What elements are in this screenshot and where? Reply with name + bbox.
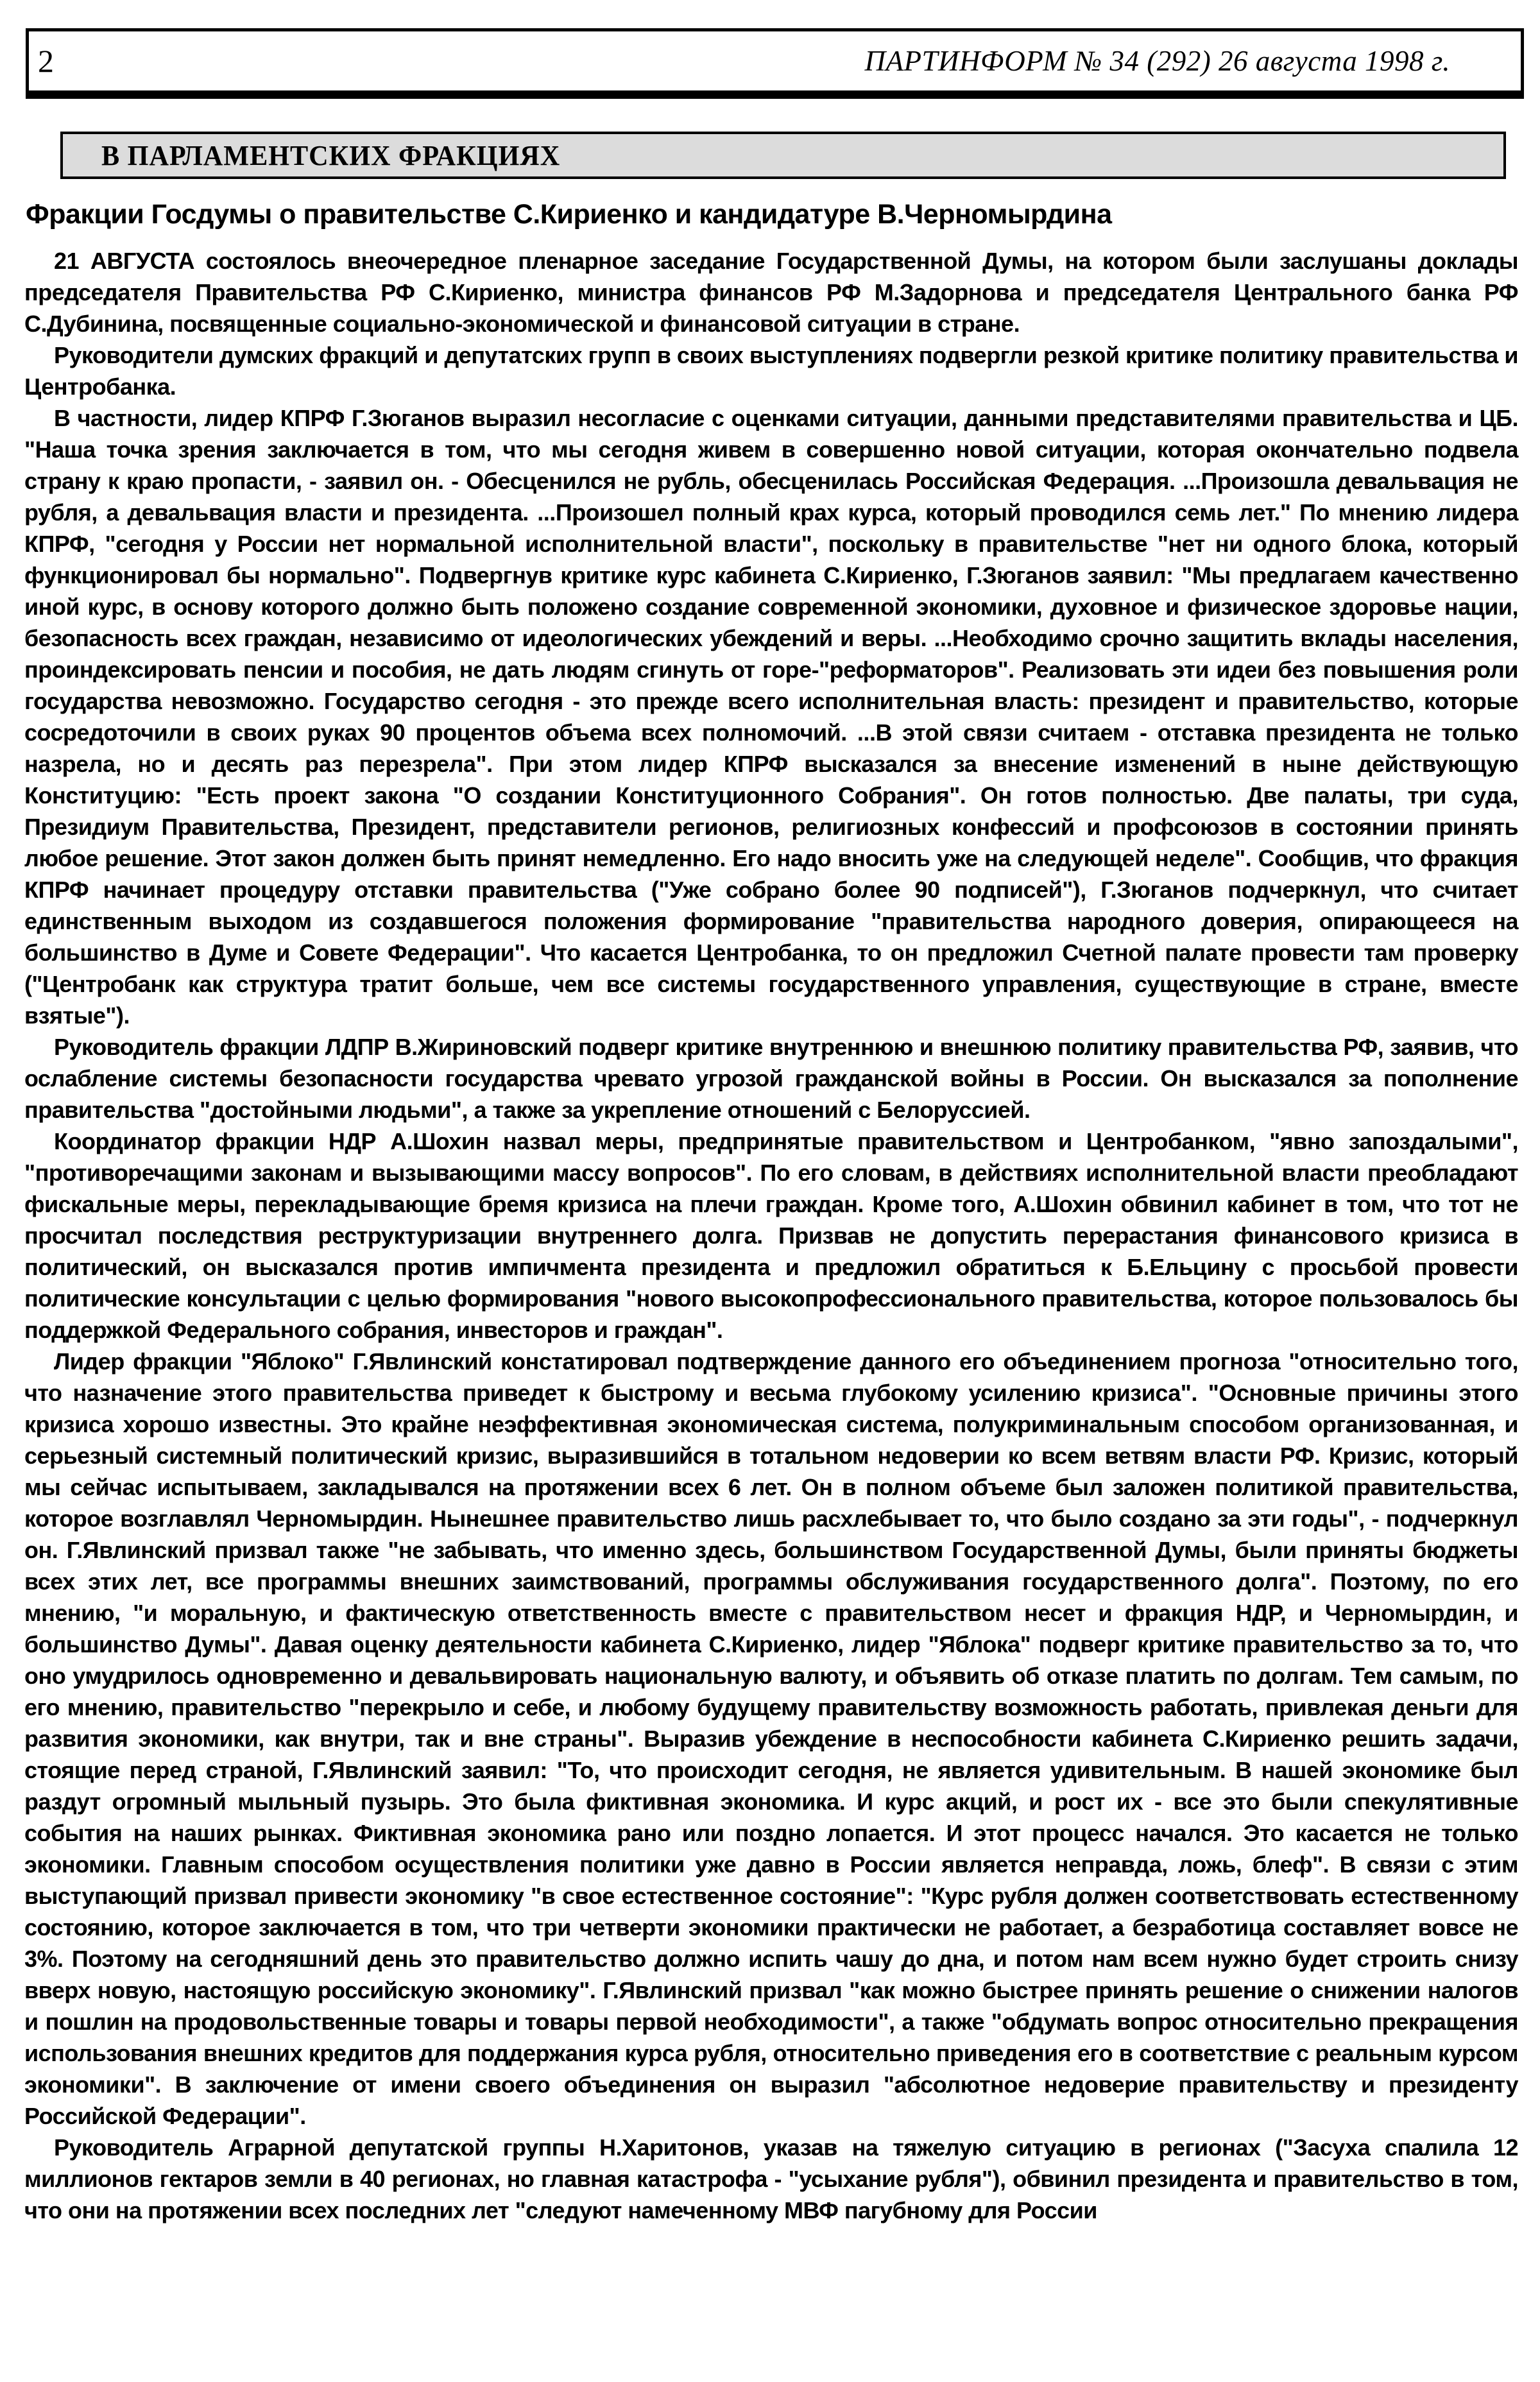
article-body: [24, 245, 1518, 2226]
page-number: 2: [38, 43, 54, 79]
paragraph: В частности, лидер КПРФ Г.Зюганов выразил несогласие с оценками ситуации, данными представителями правительства и ЦБ. "Наша точка зрения заключается в том, что мы сегодня живем в совершенно новой ситуации, которая окончательно подвела страну к краю пропасти, - заявил он. - Обесценился не рубль, обесценилась Российская Федерация. ...Произошла девальвация не рубля, а девальвация власти и президента. ...Произошел полный крах курса, который проводился семь лет." По мнению лидера КПРФ, "сегодня у России нет нормальной исполнительной власти", поскольку в правительстве "нет ни одного блока, который функционировал бы нормально". Подвергнув критике курс кабинета С.Кириенко, Г.Зюганов заявил: "Мы предлагаем качественно иной курс, в основу которого должно быть положено создание современной экономики, духовное и физическое здоровье нации, безопасность всех граждан, независимо от идеологических убеждений и веры. ...Необходимо срочно защитить вклады населения, проиндексировать пенсии и пособия, не дать людям сгинуть от горе-"реформаторов". Реализовать эти идеи без повышения роли государства невозможно. Государство сегодня - это прежде всего исполнительная власть: президент и правительство, которые сосредоточили в своих руках 90 процентов объема всех полномочий. ...В этой связи считаем - отставка президента не только назрела, но и десять раз перезрела". При этом лидер КПРФ высказался за внесение изменений в ныне действующую Конституцию: "Есть проект закона "О создании Конституционного Собрания". Он готов полностью. Две палаты, три суда, Президиум Правительства, Президент, представители регионов, религиозных конфессий и профсоюзов в состоянии принять любое решение. Этот закон должен быть принят немедленно. Его надо вносить уже на следующей неделе". Сообщив, что фракция КПРФ начинает процедуру отставки правительства ("Уже собрано более 90 подписей"), Г.Зюганов подчеркнул, что считает единственным выходом из создавшегося положения формирование "правительства народного доверия, опирающееся на большинство в Думе и Совете Федерации". Что касается Центробанка, то он предложил Счетной палате провести там проверку ("Центробанк как структура тратит больше, чем все системы государственного управления, существующие в стране, вместе взятые").: [24, 405, 1518, 1029]
page-header: [26, 28, 1524, 99]
article-title: Фракции Госдумы о правительстве С.Кириенко и кандидатуре В.Черномырдина: [26, 199, 1112, 230]
paragraph: Руководитель Аграрной депутатской группы Н.Харитонов, указав на тяжелую ситуацию в регионах ("Засуха спалила 12 миллионов гектаров земли в 40 регионах, но главная катастрофа - "усыхание рубля"), обвинил президента и правительство в том, что они на протяжении всех последних лет "следуют намеченному МВФ пагубному для России: [24, 2134, 1518, 2223]
paragraph: Руководитель фракции ЛДПР В.Жириновский подверг критике внутреннюю и внешнюю политику правительства РФ, заявив, что ослабление системы безопасности государства чревато угрозой гражданской войны в России. Он высказался за пополнение правительства "достойными людьми", а также за укрепление отношений с Белоруссией.: [24, 1034, 1518, 1123]
paragraph: Лидер фракции "Яблоко" Г.Явлинский констатировал подтверждение данного его объединением прогноза "относительно того, что назначение этого правительства приведет к быстрому и весьма глубокому усилению кризиса". "Основные причины этого кризиса хорошо известны. Это крайне неэффективная экономическая система, полукриминальным способом организованная, и серьезный системный политический кризис, выразившийся в тотальном недоверии ко всем ветвям власти РФ. Кризис, который мы сейчас испытываем, закладывался на протяжении всех 6 лет. Он в полном объеме был заложен политикой правительства, которое возглавлял Черномырдин. Нынешнее правительство лишь расхлебывает то, что было создано за эти годы", - подчеркнул он. Г.Явлинский призвал также "не забывать, что именно здесь, большинством Государственной Думы, были приняты бюджеты всех этих лет, все программы внешних заимствований, программы обслуживания государственного долга". Поэтому, по его мнению, "и моральную, и фактическую ответственность вместе с правительством несет и фракция НДР, и Черномырдин, и большинство Думы". Давая оценку деятельности кабинета С.Кириенко, лидер "Яблока" подверг критике правительство за то, что оно умудрилось одновременно и девальвировать национальную валюту, и объявить об отказе платить по долгам. Тем самым, по его мнению, правительство "перекрыло и себе, и любому будущему правительству возможность работать, привлекая деньги для развития экономики, как внутри, так и вне страны". Выразив убеждение в неспособности кабинета С.Кириенко решить задачи, стоящие перед страной, Г.Явлинский заявил: "То, что происходит сегодня, не является удивительным. В нашей экономике был раздут огромный мыльный пузырь. Это была фиктивная экономика. И курс акций, и рост их - все это были спекулятивные события на наших рынках. Фиктивная экономика рано или поздно лопается. И этот процесс начался. Это касается не только экономики. Главным способом осуществления политики уже давно в России является неправда, ложь, блеф". В связи с этим выступающий призвал привести экономику "в свое естественное состояние": "Курс рубля должен соответствовать естественному состоянию, которое заключается в том, что три четверти экономики практически не работает, а безработица составляет вовсе не 3%. Поэтому на сегодняшний день это правительство должно испить чашу до дна, и потом нам всем нужно будет строить снизу вверх новую, настоящую российскую экономику". Г.Явлинский призвал "как можно быстрее принять решение о снижении налогов и пошлин на продовольственные товары и товары первой необходимости", а также "обдумать вопрос относительно прекращения использования внешних кредитов для поддержания курса рубля, относительно приведения его в соответствие с реальным курсом экономики". В заключение от имени своего объединения он выразил "абсолютное недоверие правительству и президенту Российской Федерации".: [24, 1348, 1518, 2129]
section-title: В ПАРЛАМЕНТСКИХ ФРАКЦИЯХ: [101, 139, 561, 171]
masthead-title: ПАРТИНФОРМ № 34 (292) 26 августа 1998 г.: [864, 45, 1450, 77]
paragraph: Руководители думских фракций и депутатских групп в своих выступлениях подвергли резкой критике политику правительства и Центробанка.: [24, 342, 1518, 400]
paragraph: Координатор фракции НДР А.Шохин назвал меры, предпринятые правительством и Центробанком, "явно запоздалыми", "противоречащими законам и вызывающими массу вопросов". По его словам, в действиях исполнительной власти преобладают фискальные меры, перекладывающие бремя кризиса на плечи граждан. Кроме того, А.Шохин обвинил кабинет в том, что тот не просчитал последствия реструктуризации внутреннего долга. Призвав не допустить перерастания финансового кризиса в политический, он высказался против импичмента президента и предложил обратиться к Б.Ельцину с просьбой провести политические консультации с целью формирования "нового высокопрофессионального правительства, которое пользовалось бы поддержкой Федерального собрания, инвесторов и граждан".: [24, 1128, 1518, 1343]
paragraph: 21 АВГУСТА состоялось внеочередное пленарное заседание Государственной Думы, на котором были заслушаны доклады председателя Правительства РФ С.Кириенко, министра финансов РФ М.Задорнова и председателя Центрального банка РФ С.Дубинина, посвященные социально-экономической и финансовой ситуации в стране.: [24, 248, 1518, 337]
section-banner: [60, 132, 1506, 179]
